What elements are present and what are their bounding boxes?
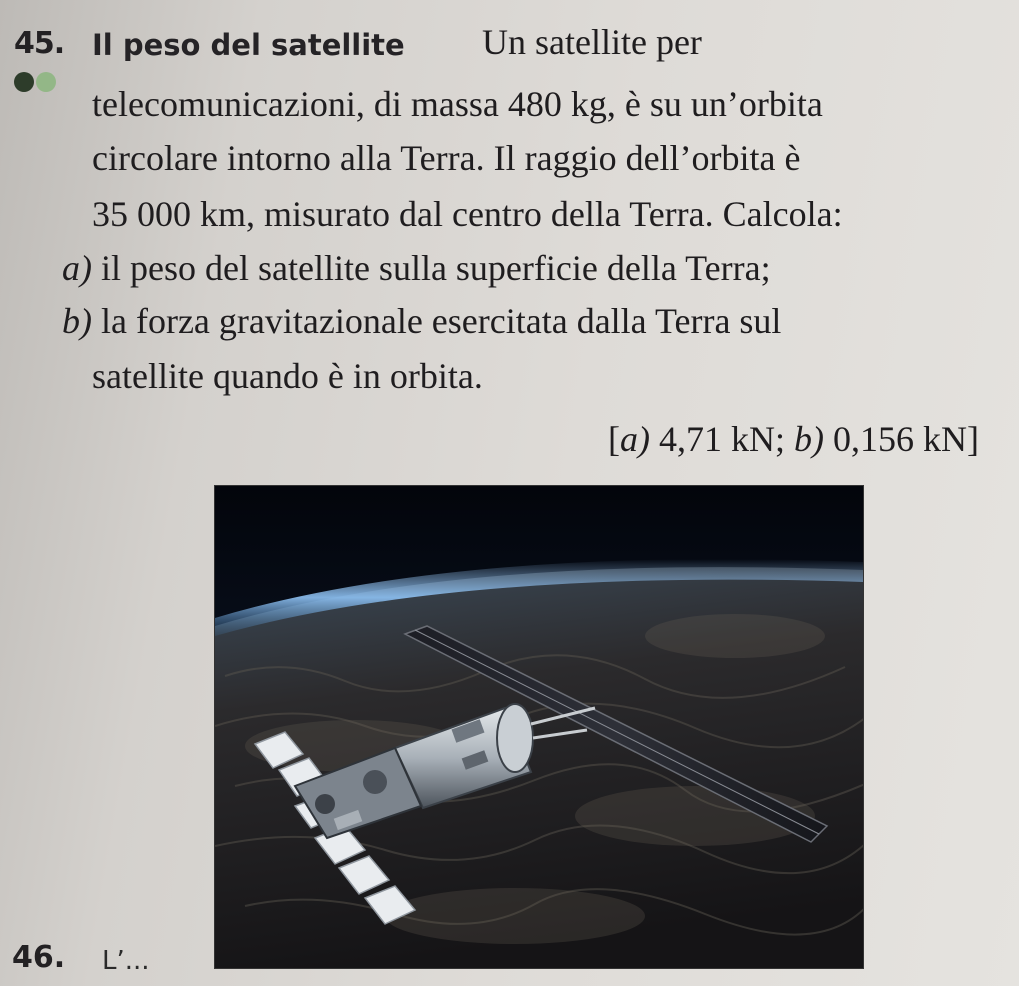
- answer-a-label: a): [620, 419, 650, 459]
- problem-title: Il peso del satellite: [92, 28, 405, 62]
- problem-number: 45.: [14, 26, 65, 61]
- next-problem-fragment: L’...: [102, 946, 150, 976]
- answer-b-label: b): [794, 419, 824, 459]
- satellite-photo: [215, 486, 863, 968]
- problem-text-line: 35 000 km, misurato dal centro della Terra. Calcola:: [92, 194, 843, 234]
- question-part-a: [62, 250, 771, 286]
- answer-a-value: 4,71 kN;: [659, 419, 785, 459]
- problem-text-line: satellite quando è in orbita.: [92, 356, 483, 396]
- difficulty-dots: [14, 72, 56, 92]
- problem-text-line: circolare intorno alla Terra. Il raggio dell’orbita è: [92, 138, 801, 178]
- difficulty-dot-icon: [14, 72, 34, 92]
- problem-text-line: Un satellite per: [482, 22, 702, 62]
- answer-key: [a) 4,71 kN; b) 0,156 kN]: [608, 419, 979, 459]
- problem-text-line: telecomunicazioni, di massa 480 kg, è su un’orbita: [92, 84, 823, 124]
- part-text: la forza gravitazionale esercitata dalla Terra sul: [101, 301, 782, 341]
- next-problem-number: 46.: [12, 940, 66, 975]
- question-part-b: [62, 303, 781, 339]
- problem-45: [0, 0, 1019, 470]
- part-letter: a): [62, 248, 92, 288]
- part-letter: b): [62, 301, 92, 341]
- difficulty-dot-icon: [36, 72, 56, 92]
- part-text: il peso del satellite sulla superficie della Terra;: [101, 248, 771, 288]
- answer-b-value: 0,156 kN: [833, 419, 967, 459]
